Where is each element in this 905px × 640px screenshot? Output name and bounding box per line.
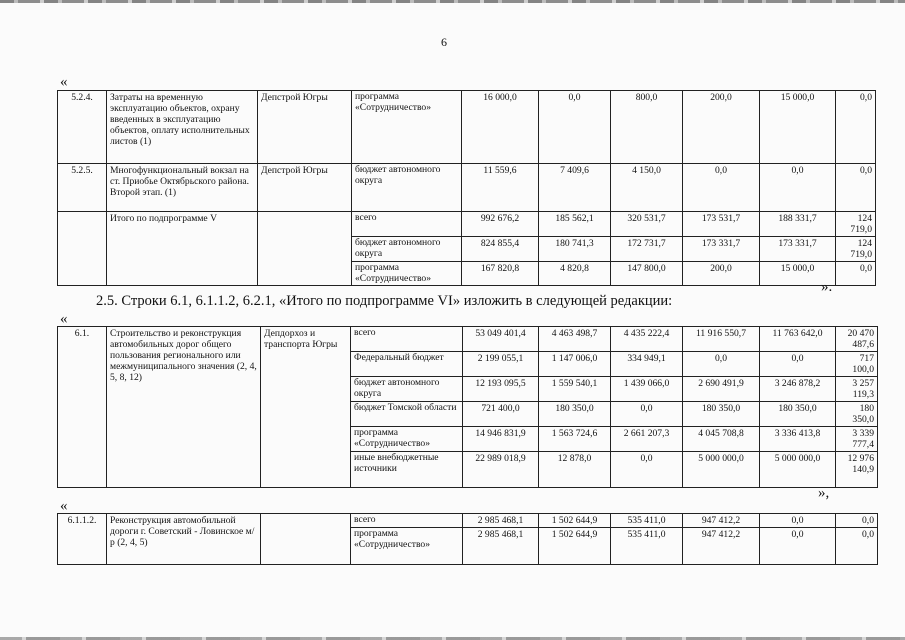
funding-source: бюджет автономного округа	[351, 377, 463, 402]
value-cell: 180 350,0	[683, 402, 760, 427]
funding-source: бюджет автономного округа	[352, 164, 462, 212]
value-cell: 172 731,7	[611, 237, 683, 262]
value-cell: 2 985 468,1	[463, 514, 539, 528]
funding-source: программа «Сотрудничество»	[351, 427, 463, 452]
value-cell: 0,0	[683, 164, 760, 212]
value-cell: 535 411,0	[611, 514, 683, 528]
value-cell: 15 000,0	[760, 262, 836, 286]
value-cell: 2 690 491,9	[683, 377, 760, 402]
value-cell: 2 199 055,1	[463, 352, 539, 377]
row-executor: Депстрой Югры	[258, 91, 352, 164]
row-executor	[258, 212, 352, 286]
funding-source: иные внебюджетные источники	[351, 452, 463, 488]
table-row	[58, 514, 878, 528]
value-cell: 200,0	[683, 262, 760, 286]
value-cell: 12 878,0	[539, 452, 611, 488]
value-cell: 0,0	[760, 164, 836, 212]
row-code	[58, 212, 107, 286]
value-cell: 3 336 413,8	[760, 427, 836, 452]
row-code: 6.1.1.2.	[58, 514, 107, 565]
value-cell: 947 412,2	[683, 514, 760, 528]
value-cell: 1 147 006,0	[539, 352, 611, 377]
value-cell: 200,0	[683, 91, 760, 164]
value-cell: 0,0	[611, 402, 683, 427]
value-cell: 1 439 066,0	[611, 377, 683, 402]
row-code: 6.1.	[58, 327, 107, 488]
value-cell: 717 100,0	[836, 352, 878, 377]
funding-source: бюджет автономного округа	[352, 237, 462, 262]
row-executor	[261, 514, 351, 565]
value-cell: 22 989 018,9	[463, 452, 539, 488]
row-name: Многофункциональный вокзал на ст. Приобье Октябрьского района. Второй этап. (1)	[107, 164, 258, 212]
table-row-6-1-1-2	[57, 513, 878, 565]
value-cell: 947 412,2	[683, 528, 760, 565]
value-cell: 20 470 487,6	[836, 327, 878, 352]
table-row-6-1	[57, 326, 878, 488]
value-cell: 1 563 724,6	[539, 427, 611, 452]
value-cell: 188 331,7	[760, 212, 836, 237]
funding-source: всего	[351, 514, 463, 528]
value-cell: 173 531,7	[683, 212, 760, 237]
value-cell: 11 763 642,0	[760, 327, 836, 352]
table-row	[58, 164, 876, 212]
value-cell: 180 350,0	[760, 402, 836, 427]
value-cell: 0,0	[836, 514, 878, 528]
value-cell: 721 400,0	[463, 402, 539, 427]
open-quote-3: «	[60, 498, 68, 514]
row-code: 5.2.5.	[58, 164, 107, 212]
value-cell: 2 985 468,1	[463, 528, 539, 565]
funding-source: Федеральный бюджет	[351, 352, 463, 377]
funding-source: бюджет Томской области	[351, 402, 463, 427]
value-cell: 12 976 140,9	[836, 452, 878, 488]
funding-source: программа «Сотрудничество»	[352, 91, 462, 164]
close-quote-1: ».	[821, 279, 833, 295]
value-cell: 11 916 550,7	[683, 327, 760, 352]
value-cell: 180 741,3	[539, 237, 611, 262]
value-cell: 167 820,8	[462, 262, 539, 286]
value-cell: 180 350,0	[836, 402, 878, 427]
open-quote-2: «	[60, 311, 68, 327]
value-cell: 1 502 644,9	[539, 514, 611, 528]
funding-source: программа «Сотрудничество»	[352, 262, 462, 286]
row-executor: Депдорхоз и транспорта Югры	[261, 327, 351, 488]
value-cell: 3 246 878,2	[760, 377, 836, 402]
row-executor: Депстрой Югры	[258, 164, 352, 212]
row-name: Итого по подпрограмме V	[107, 212, 258, 286]
row-name: Затраты на временную эксплуатацию объектов, охрану введенных в эксплуатацию объектов, оплату исполнительных листов (1)	[107, 91, 258, 164]
value-cell: 0,0	[836, 164, 876, 212]
value-cell: 15 000,0	[760, 91, 836, 164]
value-cell: 16 000,0	[462, 91, 539, 164]
value-cell: 0,0	[760, 352, 836, 377]
value-cell: 824 855,4	[462, 237, 539, 262]
value-cell: 535 411,0	[611, 528, 683, 565]
value-cell: 12 193 095,5	[463, 377, 539, 402]
value-cell: 992 676,2	[462, 212, 539, 237]
section-caption: 2.5. Строки 6.1, 6.1.1.2, 6.2.1, «Итого по подпрограмме VI» изложить в следующей редакции:	[96, 293, 673, 309]
value-cell: 4 045 708,8	[683, 427, 760, 452]
value-cell: 180 350,0	[539, 402, 611, 427]
table-row	[58, 91, 876, 164]
table-subprogram-v	[57, 90, 876, 286]
value-cell: 320 531,7	[611, 212, 683, 237]
value-cell: 3 339 777,4	[836, 427, 878, 452]
value-cell: 7 409,6	[539, 164, 611, 212]
page-number: 6	[441, 35, 447, 49]
value-cell: 185 562,1	[539, 212, 611, 237]
value-cell: 0,0	[836, 528, 878, 565]
funding-source: всего	[352, 212, 462, 237]
funding-source: программа «Сотрудничество»	[351, 528, 463, 565]
value-cell: 0,0	[760, 528, 836, 565]
value-cell: 11 559,6	[462, 164, 539, 212]
value-cell: 0,0	[539, 91, 611, 164]
value-cell: 0,0	[760, 514, 836, 528]
value-cell: 5 000 000,0	[760, 452, 836, 488]
value-cell: 124 719,0	[836, 237, 876, 262]
value-cell: 0,0	[836, 262, 876, 286]
value-cell: 124 719,0	[836, 212, 876, 237]
value-cell: 14 946 831,9	[463, 427, 539, 452]
value-cell: 147 800,0	[611, 262, 683, 286]
value-cell: 4 463 498,7	[539, 327, 611, 352]
value-cell: 4 435 222,4	[611, 327, 683, 352]
value-cell: 173 331,7	[683, 237, 760, 262]
value-cell: 800,0	[611, 91, 683, 164]
scan-top-edge	[0, 0, 905, 3]
value-cell: 334 949,1	[611, 352, 683, 377]
funding-source: всего	[351, 327, 463, 352]
value-cell: 4 820,8	[539, 262, 611, 286]
value-cell: 3 257 119,3	[836, 377, 878, 402]
value-cell: 1 559 540,1	[539, 377, 611, 402]
row-name: Строительство и реконструкция автомобильных дорог общего пользования регионального или межмуниципального значения (2, 4, 5, 8, 12)	[107, 327, 261, 488]
value-cell: 0,0	[836, 91, 876, 164]
open-quote-1: «	[60, 74, 68, 90]
row-name: Реконструкция автомобильной дороги г. Советский - Ловинское м/р (2, 4, 5)	[107, 514, 261, 565]
value-cell: 173 331,7	[760, 237, 836, 262]
table-row	[58, 212, 876, 237]
close-quote-2: »,	[818, 485, 830, 501]
value-cell: 5 000 000,0	[683, 452, 760, 488]
value-cell: 2 661 207,3	[611, 427, 683, 452]
value-cell: 53 049 401,4	[463, 327, 539, 352]
value-cell: 0,0	[683, 352, 760, 377]
value-cell: 4 150,0	[611, 164, 683, 212]
value-cell: 1 502 644,9	[539, 528, 611, 565]
row-code: 5.2.4.	[58, 91, 107, 164]
table-row	[58, 327, 878, 352]
value-cell: 0,0	[611, 452, 683, 488]
